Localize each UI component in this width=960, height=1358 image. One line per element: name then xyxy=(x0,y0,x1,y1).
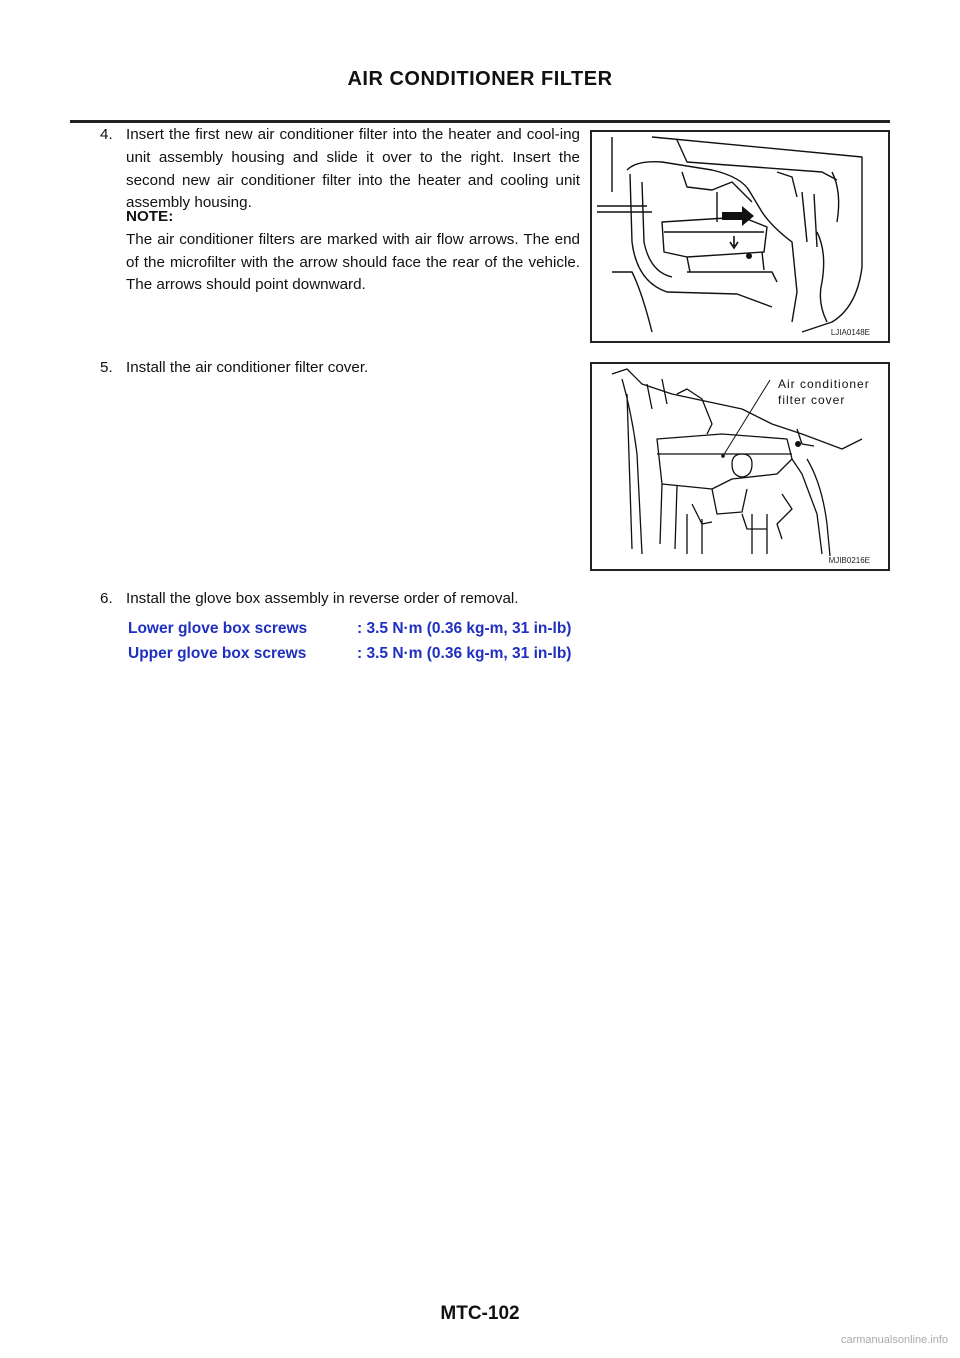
filter-install-illustration xyxy=(592,132,888,341)
step-text: Install the air conditioner filter cover. xyxy=(126,359,369,376)
step-number: 5. xyxy=(100,359,113,376)
step-5 xyxy=(100,357,570,381)
figure-code: LJIA0148E xyxy=(830,328,870,337)
torque-spec-upper xyxy=(128,645,598,667)
note-block xyxy=(126,206,580,297)
figure-code: MJIB0216E xyxy=(828,556,870,565)
callout-line-2: filter cover xyxy=(778,393,846,407)
note-label: NOTE: xyxy=(126,208,174,225)
figure-filter-install xyxy=(590,130,890,343)
note-text: The air conditioner filters are marked with air flow arrows. The end of the microfilter with the arrow should face the rear of the vehicle. The arrows should point downward. xyxy=(126,230,580,294)
callout-line-1: Air conditioner xyxy=(778,377,870,391)
title-divider xyxy=(70,120,890,123)
page-number: MTC-102 xyxy=(440,1303,520,1324)
step-number: 4. xyxy=(100,126,113,143)
page-title: AIR CONDITIONER FILTER xyxy=(347,68,613,90)
step-6 xyxy=(100,588,580,612)
figure-filter-cover xyxy=(590,362,890,571)
torque-label: Lower glove box screws xyxy=(128,620,308,637)
filter-cover-illustration xyxy=(592,364,888,569)
watermark: carmanualsonline.info xyxy=(840,1334,948,1346)
step-4 xyxy=(100,124,580,294)
torque-spec-lower xyxy=(128,620,598,642)
step-text: Install the glove box assembly in reverse order of removal. xyxy=(126,590,519,607)
step-text: Insert the first new air conditioner filter into the heater and cool-ing unit assembly housing and slide it over to the right. Insert the second new air conditioner filter into the heater and cooling unit assembly housing. xyxy=(126,126,580,212)
step-number: 6. xyxy=(100,590,113,607)
torque-value: : 3.5 N·m (0.36 kg-m, 31 in-lb) xyxy=(357,620,572,637)
torque-label: Upper glove box screws xyxy=(128,645,307,662)
torque-value: : 3.5 N·m (0.36 kg-m, 31 in-lb) xyxy=(357,645,572,662)
